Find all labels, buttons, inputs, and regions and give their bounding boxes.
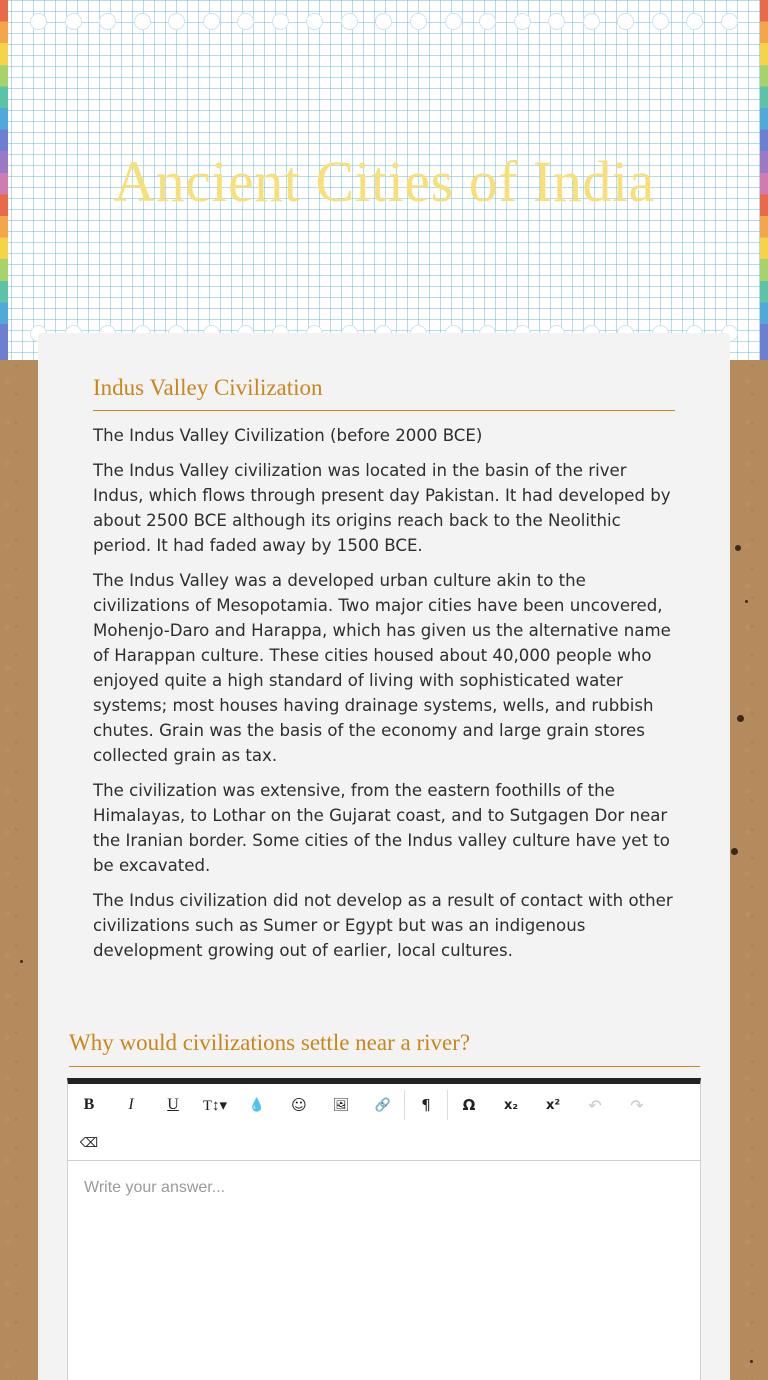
text-color-icon[interactable]: 💧: [248, 1097, 266, 1112]
font-size-button[interactable]: T↕▾: [202, 1097, 228, 1114]
question-prompt: Why would civilizations settle near a river?: [69, 1030, 700, 1067]
editor-toolbar: [68, 1084, 700, 1161]
speckle: [731, 848, 738, 855]
italic-button[interactable]: I: [128, 1096, 134, 1113]
speckle: [745, 600, 748, 603]
image-icon[interactable]: 🖼: [332, 1097, 350, 1112]
paragraph: The Indus Valley was a developed urban culture akin to the civilizations of Mesopotamia. Two major cities have been uncovered, Mohenjo-Daro and Harappa, which has given us the alternative name of Harappan culture. These cities housed about 40,000 people who enjoyed quite a high standard of living with sophisticated water systems; most houses having drainage systems, wells, and rubbish chutes. Grain was the basis of the economy and large grain stores collected grain as tax.: [93, 571, 671, 765]
bold-button[interactable]: B: [83, 1096, 95, 1113]
speckle: [20, 960, 23, 963]
superscript-button[interactable]: x²: [545, 1097, 561, 1113]
paragraph: The Indus Valley Civilization (before 2000 BCE): [93, 426, 483, 445]
paragraph: The Indus Valley civilization was located in the basin of the river Indus, which flows through present day Pakistan. It had developed by about 2500 BCE although its origins reach back to the Neolithic period. It had faded away by 1500 BCE.: [93, 461, 671, 555]
page-title: Ancient Cities of India: [113, 149, 655, 214]
section-body: [93, 423, 678, 973]
top-punch-holes: [30, 13, 738, 33]
speckle: [750, 1360, 753, 1363]
paragraph: The civilization was extensive, from the eastern foothills of the Himalayas, to Lothar on the Gujarat coast, and to Sutgagen Dor near the Iranian border. Some cities of the Indus valley culture have yet to be excavated.: [93, 781, 670, 875]
special-char-icon[interactable]: Ω: [462, 1096, 476, 1114]
subscript-button[interactable]: x₂: [503, 1097, 519, 1113]
answer-editor[interactable]: [67, 1078, 701, 1380]
underline-button[interactable]: U: [167, 1096, 179, 1113]
paragraph-icon[interactable]: ¶: [421, 1096, 431, 1114]
answer-input[interactable]: Write your answer...: [84, 1179, 226, 1196]
content-card: [38, 333, 730, 1380]
toolbar-row: [68, 1124, 110, 1162]
redo-icon[interactable]: ↷: [630, 1095, 644, 1115]
speckle: [735, 545, 741, 551]
undo-icon[interactable]: ↶: [588, 1095, 602, 1115]
section-heading: Indus Valley Civilization: [93, 375, 675, 411]
paragraph: The Indus civilization did not develop as a result of contact with other civilizations such as Sumer or Egypt but was an indigenous development growing out of earlier, local cultures.: [93, 891, 673, 960]
header-banner: [0, 0, 768, 360]
clear-format-icon[interactable]: ⌫: [79, 1135, 99, 1151]
toolbar-row: [68, 1086, 658, 1124]
link-icon[interactable]: 🔗: [374, 1097, 392, 1112]
speckle: [737, 715, 744, 722]
emoji-icon[interactable]: ☺: [291, 1096, 307, 1114]
